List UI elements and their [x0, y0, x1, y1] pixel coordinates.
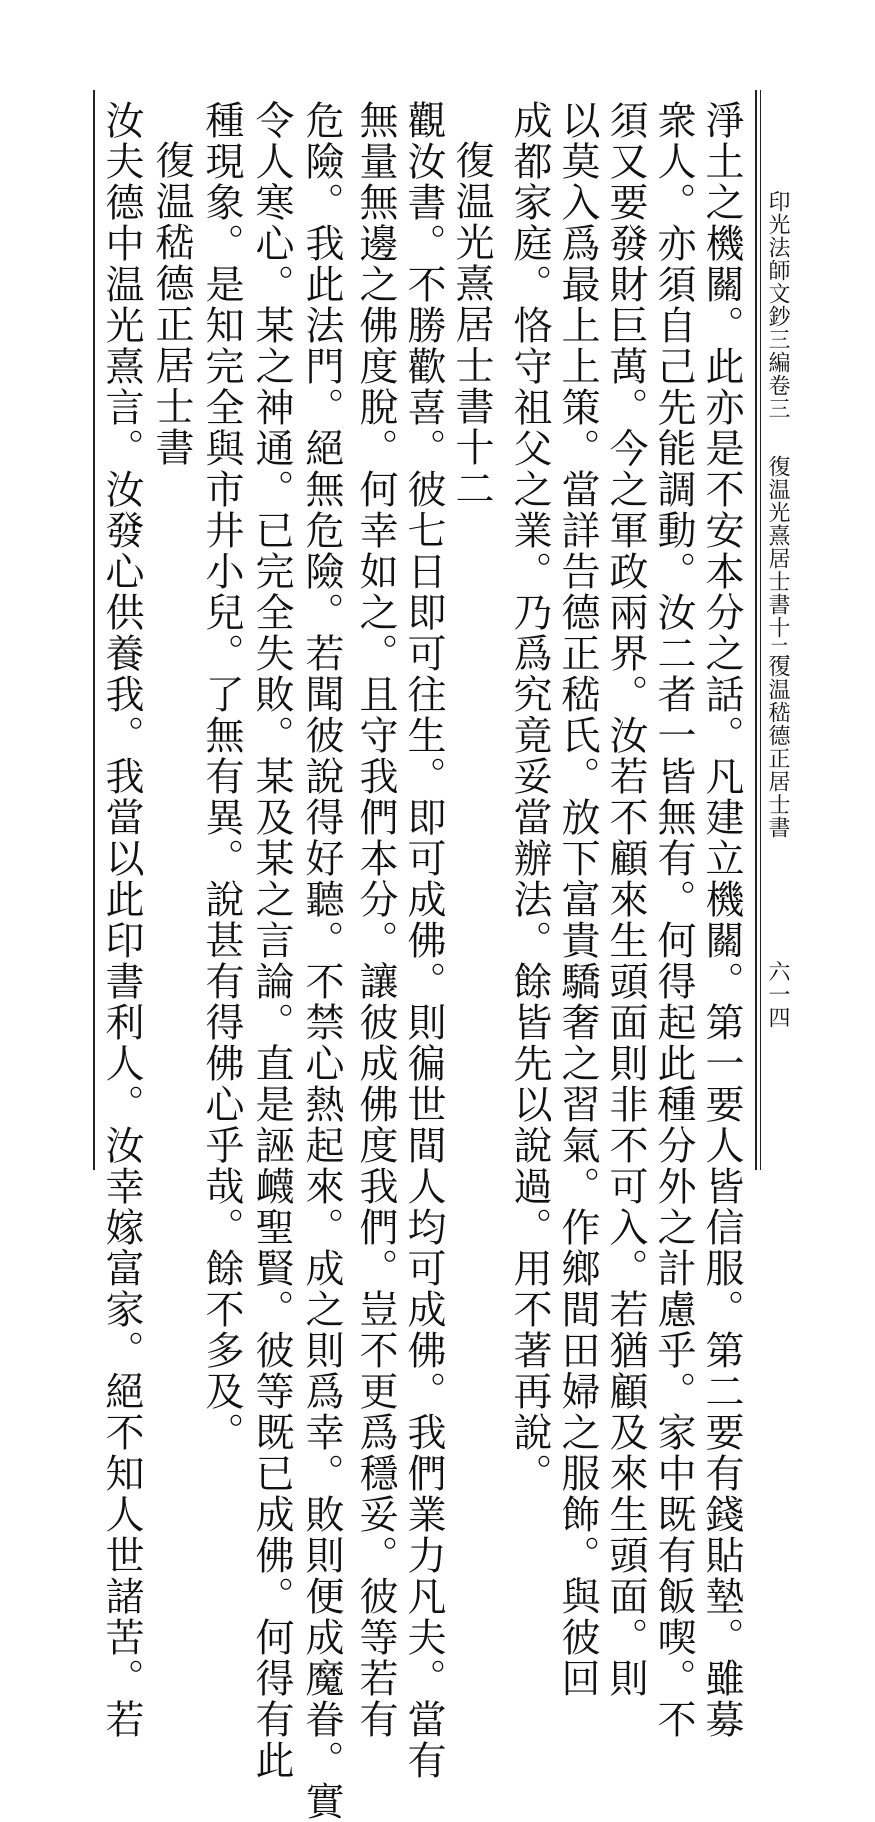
text-column-7: 無量無邊之佛度脫。何幸如之。且守我們本分。讓彼成佛度我們。豈不更爲穩妥。彼等若有	[353, 100, 398, 1740]
text-column-11: 汝夫德中温光熹言。汝發心供養我。我當以此印書利人。汝幸嫁富家。絕不知人世諸苦。若	[99, 100, 144, 1740]
text-column-2: 衆人。亦須自己先能調動。汝二者一皆無有。何得起此種分外之計慮乎。家中既有飯喫。不	[651, 100, 696, 1740]
frame-right-border	[755, 90, 757, 1170]
frame-left-border	[93, 90, 95, 1170]
section-title-one: 復温光熹居士書十二	[765, 455, 790, 662]
text-column-6: 觀汝書。不勝歡喜。彼七日即可往生。即可成佛。則徧世間人均可成佛。我們業力凡夫。當有	[401, 100, 446, 1781]
text-column-1: 淨土之機關。此亦是不安本分之話。凡建立機關。第一要人皆信服。第二要有錢貼墊。雖募	[699, 100, 744, 1740]
text-column-8: 危險。我此法門。絕無危險。若聞彼說得好聽。不禁心熱起來。成之則爲幸。敗則便成魔眷。實	[299, 100, 344, 1822]
page-number: 六一四	[765, 960, 790, 1029]
text-column-10: 種現象。是知完全與市井小兒。了無有異。說甚有得佛心乎哉。餘不多及。	[199, 100, 244, 1453]
heading-letter-one: 復温光熹居士書十二	[449, 140, 494, 509]
heading-letter-two: 復温嵇德正居士書	[149, 140, 194, 468]
text-column-4: 以莫入爲最上上策。當詳告德正嵇氏。放下富貴驕奢之習氣。作鄉間田婦之服飾。與彼回	[555, 100, 600, 1699]
text-column-5: 成都家庭。恪守祖父之業。乃爲究竟妥當辦法。餘皆先以說過。用不著再說。	[507, 100, 552, 1494]
text-column-3: 須又要發財巨萬。今之軍政兩界。汝若不顧來生頭面則非不可入。若猶顧及來生頭面。則	[603, 100, 648, 1699]
book-title: 印光法師文鈔三編卷三	[765, 190, 790, 420]
text-column-9: 令人寒心。某之神通。已完全失敗。某及某之言論。直是誣衊聖賢。彼等既已成佛。何得有此	[249, 100, 294, 1781]
section-title-two: 復温嵇德正居士書	[765, 655, 790, 839]
frame-right-inner-border	[760, 90, 761, 1170]
